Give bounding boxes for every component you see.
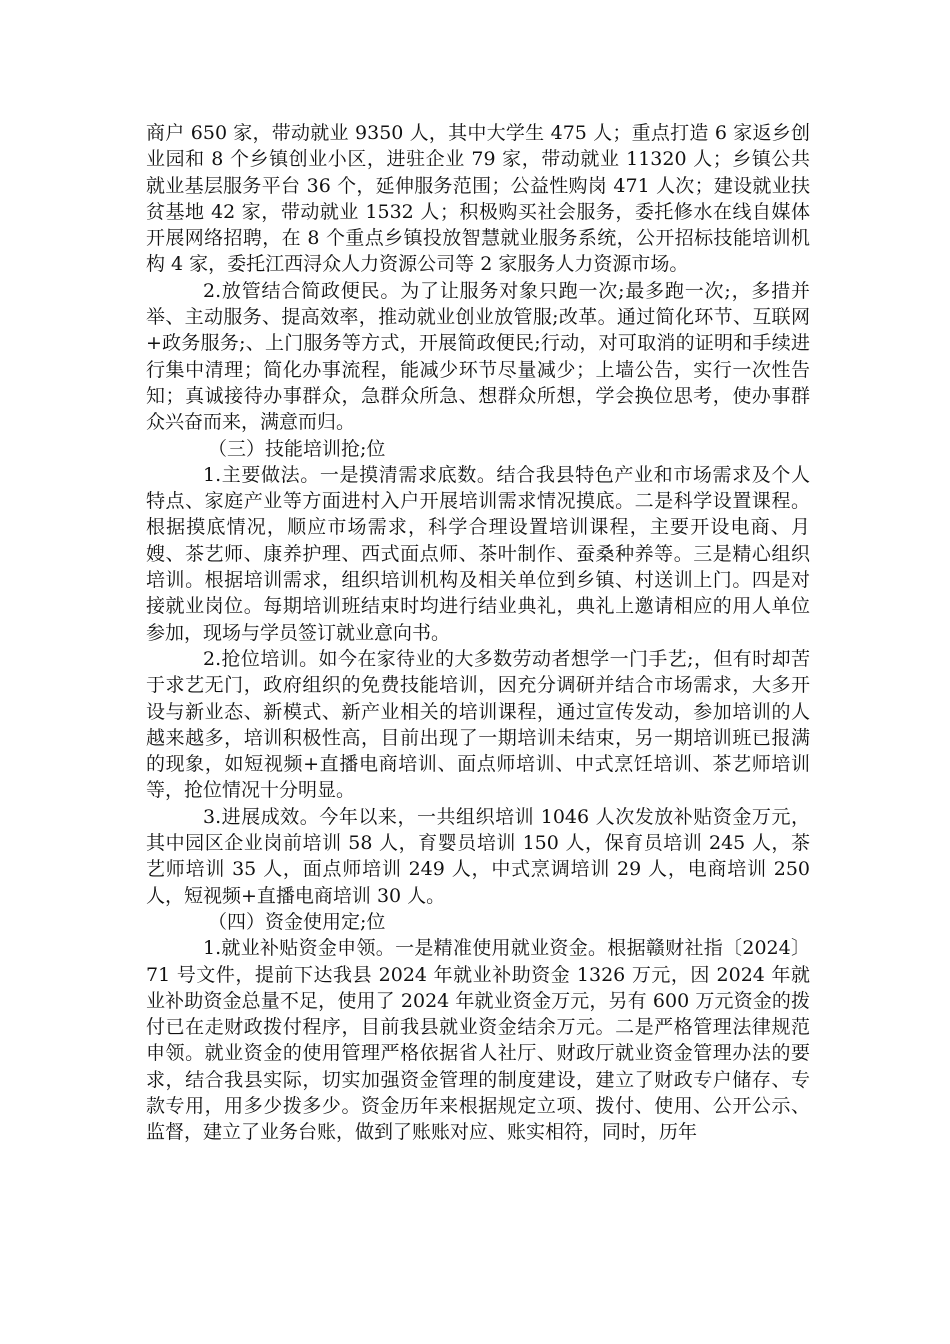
section-heading-fund-usage: （四）资金使用定;位	[208, 910, 386, 933]
paragraph-subsidy-application: 1.就业补贴资金申领。一是精准使用就业资金。根据赣财社指〔2024〕71 号文件，提前下达我县 2024 年就业补助资金 1326 万元，因 2024 年就业补助资金总量不足，使用了 2024 年就业资金万元，另有 600 万元资金的拨付已在走财政拨付程序，目前我县就业资金结余万元。二是严格管理法律规范申领。就业资金的使用管理严格依据省人社厅、财政厅就业资金管理办法的要求，结合我县实际，切实加强资金管理的制度建设，建立了财政专户储存、专款专用，用多少拨多少。资金历年来根据规定立项、拨付、使用、公开公示、监督，建立了业务台账，做到了账账对应、账实相符，同时，历年	[146, 937, 810, 1144]
section-heading-skills-training: （三）技能培训抢;位	[208, 437, 386, 460]
paragraph-employment-stats: 商户 650 家，带动就业 9350 人，其中大学生 475 人；重点打造 6 家返乡创业园和 8 个乡镇创业小区，进驻企业 79 家，带动就业 11320 人；乡镇公共就业基层服务平台 36 个，延伸服务范围；公益性购岗 471 人次；建设就业扶贫基地 42 家，带动就业 1532 人；积极购买社会服务，委托修水在线自媒体开展网络招聘，在 8 个重点乡镇投放智慧就业服务系统，公开招标技能培训机构 4 家，委托江西浔众人力资源公司等 2 家服务人力资源市场。	[146, 122, 810, 276]
paragraph-main-practices: 1.主要做法。一是摸清需求底数。结合我县特色产业和市场需求及个人特点、家庭产业等方面进村入户开展培训需求情况摸底。二是科学设置课程。根据摸底情况，顺应市场需求，科学合理设置培训课程，主要开设电商、月嫂、茶艺师、康养护理、西式面点师、茶叶制作、蚕桑种养等。三是精心组织培训。根据培训需求，组织培训机构及相关单位到乡镇、村送训上门。四是对接就业岗位。每期培训班结束时均进行结业典礼，典礼上邀请相应的用人单位参加，现场与学员签订就业意向书。	[146, 463, 810, 644]
paragraph-training-demand: 2.抢位培训。如今在家待业的大多数劳动者想学一门手艺;，但有时却苦于求艺无门，政府组织的免费技能培训，因充分调研并结合市场需求，大多开设与新业态、新模式、新产业相关的培训课程，通过宣传发动，参加培训的人越来越多，培训积极性高，目前出现了一期培训未结束，另一期培训班已报满的现象，如短视频+直播电商培训、面点师培训、中式烹饪培训、茶艺师培训等，抢位情况十分明显。	[146, 647, 810, 802]
paragraph-progress-results: 3.进展成效。今年以来，一共组织培训 1046 人次发放补贴资金万元，其中园区企业岗前培训 58 人，育婴员培训 150 人，保育员培训 245 人，茶艺师培训 35 人，面点师培训 249 人，中式烹调培训 29 人，电商培训 250 人，短视频+直播电商培训 30 人。	[146, 805, 810, 907]
document-page	[146, 120, 810, 1146]
paragraph-streamline-services: 2.放管结合简政便民。为了让服务对象只跑一次;最多跑一次;，多措并举、主动服务、提高效率，推动就业创业放管服;改革。通过简化环节、互联网+政务服务;、上门服务等方式，开展简政便民;行动，对可取消的证明和手续进行集中清理；简化办事流程，能减少环节尽量减少；上墙公告，实行一次性告知；真诚接待办事群众，急群众所急、想群众所想，学会换位思考，使办事群众兴奋而来，满意而归。	[146, 279, 810, 434]
